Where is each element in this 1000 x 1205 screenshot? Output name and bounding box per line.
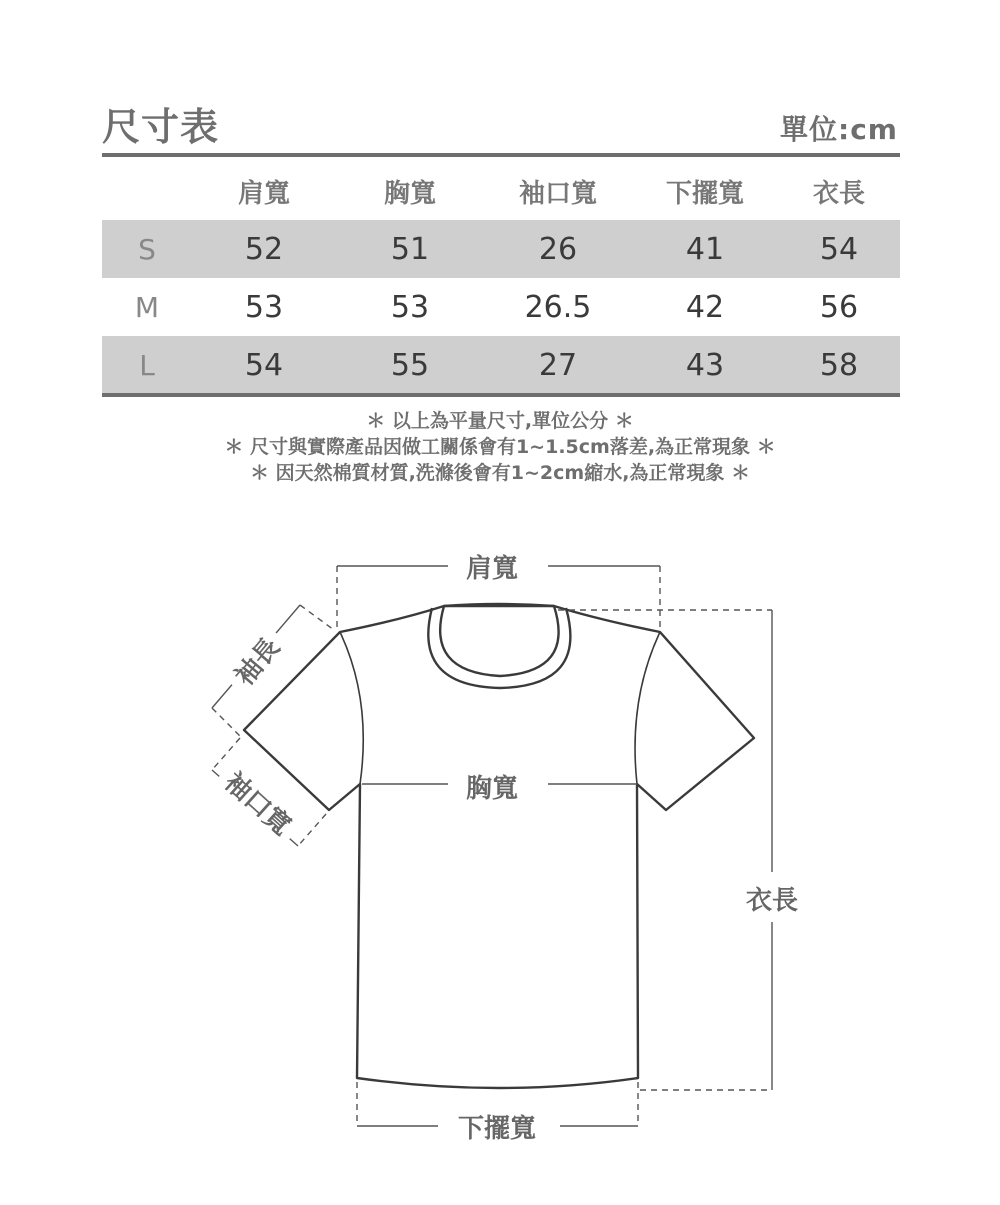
armhole-left <box>340 632 363 784</box>
table-header-cell: 衣長 <box>812 178 865 209</box>
size-label: M <box>134 290 160 324</box>
cuff-label: 袖口寬 <box>212 757 307 847</box>
note-line: ＊ 尺寸與實際產品因做工關係會有1~1.5cm落差,為正常現象 ＊ <box>224 436 776 458</box>
table-cell: 58 <box>778 336 900 394</box>
size-label: L <box>102 336 192 394</box>
shoulder-label: 肩寬 <box>458 548 526 585</box>
table-cell: 56 <box>819 289 859 325</box>
sleeve-length-label: 袖長 <box>220 623 292 699</box>
table-cell: 55 <box>336 336 484 394</box>
tshirt-outline <box>244 606 754 1088</box>
note-line: ＊ 以上為平量尺寸,單位公分 ＊ <box>366 410 634 432</box>
table-cell: 54 <box>778 220 900 278</box>
table-header-cell: 肩寬 <box>237 178 290 209</box>
table-cell: 53 <box>390 289 430 325</box>
size-label: S <box>102 220 192 278</box>
note-line: ＊ 因天然棉質材質,洗滌後會有1~2cm縮水,為正常現象 ＊ <box>249 462 751 484</box>
table-cell: 26 <box>484 220 632 278</box>
table-cell: 27 <box>484 336 632 394</box>
hem-label: 下擺寬 <box>450 1108 544 1145</box>
unit-label: 單位:cm <box>780 113 898 146</box>
table-cell: 41 <box>632 220 778 278</box>
armhole-right <box>635 632 660 784</box>
page-title: 尺寸表 <box>102 105 220 149</box>
table-header-cell: 袖口寬 <box>518 178 597 209</box>
table-header-cell: 下擺寬 <box>665 178 744 209</box>
table-cell: 51 <box>336 220 484 278</box>
chest-label: 胸寬 <box>458 768 526 805</box>
table-cell: 43 <box>632 336 778 394</box>
table-cell: 52 <box>192 220 336 278</box>
table-cell: 42 <box>685 289 725 325</box>
table-cell: 53 <box>244 289 284 325</box>
table-cell: 54 <box>192 336 336 394</box>
collar-inner <box>440 606 558 676</box>
table-header-cell: 胸寬 <box>383 178 436 209</box>
table-cell: 26.5 <box>524 289 592 325</box>
length-label: 衣長 <box>738 880 806 917</box>
